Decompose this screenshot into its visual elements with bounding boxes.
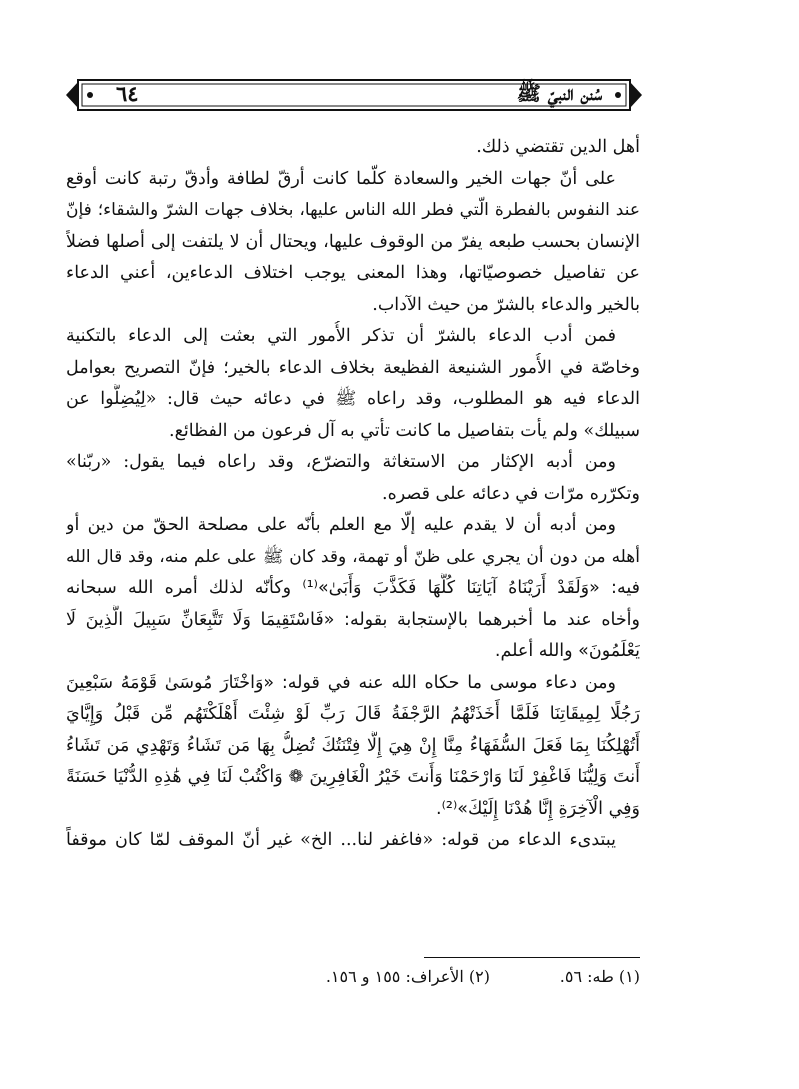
text-line: بالخير والدعاء بالشرّ من حيث الآداب. (372, 294, 640, 315)
text-line: الدعاء فيه هو المطلوب، وقد راعاه ﷺ في دعائه حيث قال: «لِيُضِلُّوا عن (66, 389, 640, 409)
text-line: على أنّ جهات الخير والسعادة كلّما كانت أرقّ لطافة وأدقّ رتبة كانت أوقع (66, 168, 616, 189)
text-line: يَعْلَمُونَ» والله أعلم. (494, 641, 640, 661)
text-line: ومن أدبه أن لا يقدم عليه إلّا مع العلم بأنّه على مصلحة الحقّ من دين أو (66, 515, 616, 535)
page-header (64, 76, 644, 114)
text-line: أهله من دون أن يجري على ظنّ أو تهمة، وقد كان ﷺ على علم منه، وقد قال الله (66, 546, 640, 567)
text-line: وتكرّره مرّات في دعائه على قصره. (382, 483, 640, 504)
text-line: فمن أدب الدعاء بالشرّ أن تذكر الأُمور التي بعثت إلى الدعاء بالتكنية (66, 326, 616, 346)
text-line: عن تفاصيل خصوصيّاتها، وهذا المعنى يوجب اختلاف الدعاءين، أعني الدعاء (66, 263, 640, 283)
text-line: أَتُهْلِكُنَا بِمَا فَعَلَ السُّفَهَاءُ مِنَّا إِنْ هِيَ إِلَّا فِتْنَتُكَ تُضِلُّ بِهَا مَن تَشَاءُ وَتَهْدِي مَن تَشَاءُ (66, 735, 640, 756)
text-line: سبيلك» ولم يأت بتفاصيل ما كانت تأتي به آل فرعون من الفظائع. (169, 420, 640, 441)
text-line: ومن أدبه الإكثار من الاستغاثة والتضرّع، وقد راعاه فيما يقول: «ربّنا» (66, 452, 616, 472)
text-line: أَنتَ وَلِيُّنَا فَاغْفِرْ لَنَا وَارْحَمْنَا وَأَنتَ خَيْرُ الْغَافِرِينَ ❁ وَاكْتُبْ لَنَا فِي هَٰذِهِ الدُّنْيَا حَسَنَةً (66, 767, 640, 787)
text-line: وَفِي الْآخِرَةِ إِنَّا هُدْنَا إِلَيْكَ»⁽²⁾. (436, 798, 640, 819)
text-line: الإنسان بحسب طبعه يفرّ من الوقوف عليها، ويحتال أن لا يلتفت إلى أصلها فضلاً (66, 231, 640, 252)
text-line: عند النفوس بالفطرة الّتي فطر الله الناس عليها، بخلاف جهات الشرّ والشقاء؛ فإنّ (66, 200, 640, 220)
page-number: ٦٤ (116, 81, 139, 106)
text-line: رَجُلًا لِمِيقَاتِنَا فَلَمَّا أَخَذَتْهُمُ الرَّجْفَةُ قَالَ رَبِّ لَوْ شِئْتَ أَهْلَكْتَهُم مِّن قَبْلُ وَإِيَّايَ (66, 704, 640, 724)
body-text (66, 132, 640, 857)
text-line: أهل الدين تقتضي ذلك. (476, 137, 640, 157)
footnote-separator (424, 957, 640, 958)
text-line: وخاصّة في الأُمور الشنيعة الفظيعة بخلاف الدعاء بالخير؛ فإنّ التصريح بعوامل (66, 357, 640, 378)
footnote-1: (١) طه: ٥٦. (559, 967, 640, 986)
text-line: وأخاه عند ما أخبرهما بالإستجابة بقوله: «فَاسْتَقِيمَا وَلَا تَتَّبِعَانِّ سَبِيلَ الَّذِينَ لَا (66, 609, 640, 630)
footnote-2: (٢) الأعراف: ١٥٥ و ١٥٦. (325, 967, 490, 986)
text-line: يبتدىء الدعاء من قوله: «فاغفر لنا... الخ» غير أنّ الموقف لمّا كان موقفاً (66, 830, 616, 850)
running-title: سُنن النبيّ ﷺ (516, 81, 602, 105)
text-line: فيه: «وَلَقَدْ أَرَيْنَاهُ آيَاتِنَا كُلَّهَا فَكَذَّبَ وَأَبَىٰ»⁽¹⁾ وكأنّه لذلك أمره الله سبحانه (66, 578, 640, 598)
text-line: ومن دعاء موسى ما حكاه الله عنه في قوله: «وَاخْتَارَ مُوسَىٰ قَوْمَهُ سَبْعِينَ (66, 672, 616, 693)
